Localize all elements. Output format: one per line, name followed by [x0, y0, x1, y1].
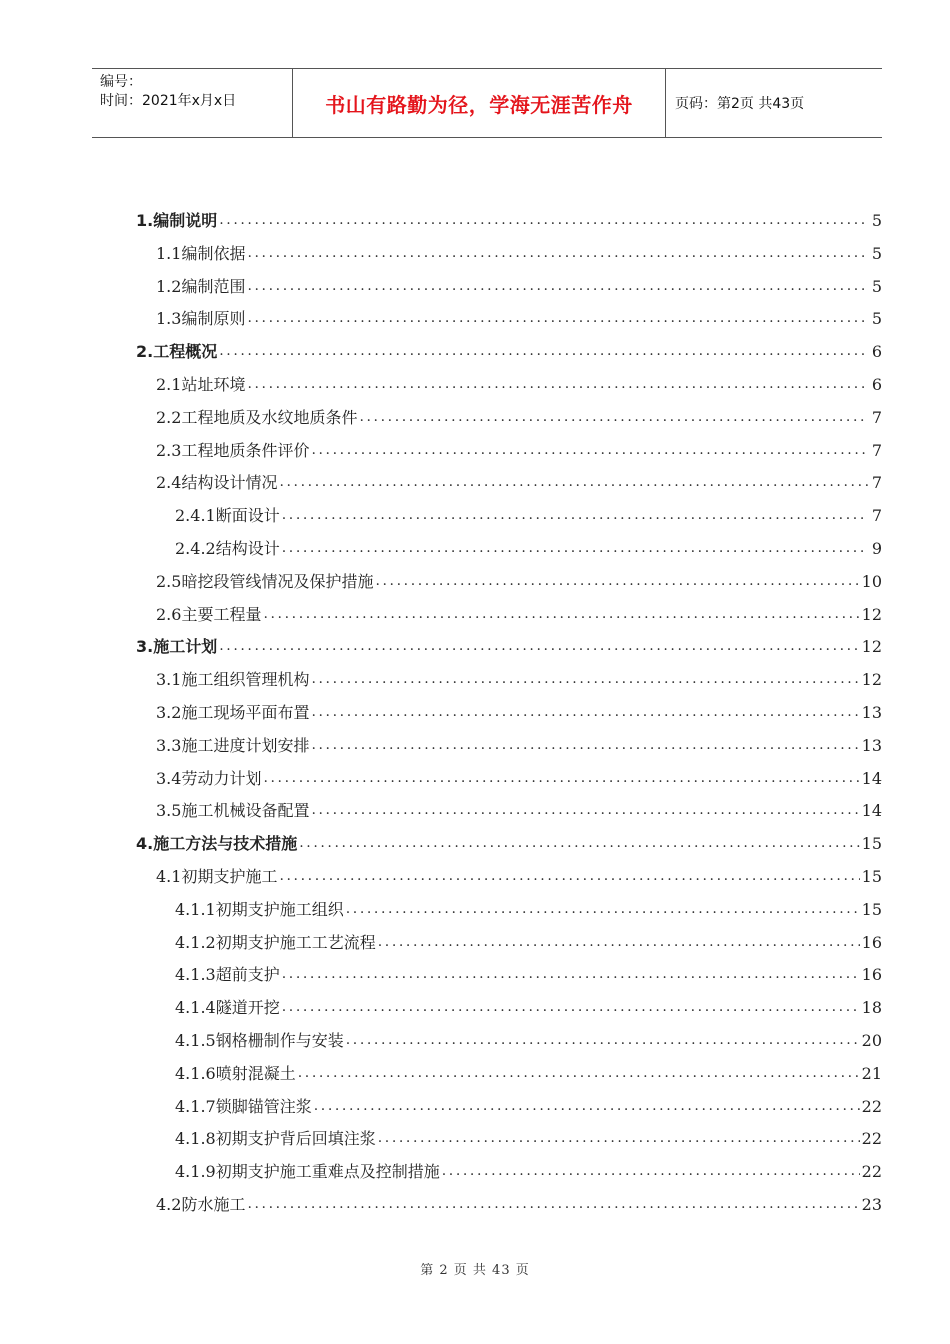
toc-entry-title: 3.1施工组织管理机构 — [156, 670, 310, 690]
toc-entry[interactable] — [175, 887, 882, 920]
toc-leader-dots — [279, 472, 868, 492]
toc-entry-title: 1.1编制依据 — [156, 243, 246, 263]
toc-leader-dots — [263, 768, 859, 788]
toc-leader-dots — [263, 604, 859, 624]
toc-entry-page: 12 — [861, 670, 882, 690]
toc-entry-title: 2.6主要工程量 — [156, 604, 262, 624]
toc-entry[interactable] — [156, 428, 882, 461]
toc-entry-page: 21 — [861, 1063, 882, 1083]
toc-leader-dots — [311, 440, 868, 460]
toc-leader-dots — [247, 1194, 859, 1214]
toc-entry-title: 2.4.1断面设计 — [175, 506, 280, 526]
toc-entry-page: 22 — [861, 1162, 882, 1182]
toc-entry[interactable] — [136, 198, 882, 231]
toc-entry-page: 6 — [871, 375, 882, 394]
header-meta — [92, 69, 293, 137]
toc-entry-title: 1.3编制原则 — [156, 309, 246, 329]
document-header — [92, 68, 882, 138]
toc-entry-title: 4.1初期支护施工 — [156, 867, 278, 886]
toc-entry[interactable] — [156, 592, 882, 625]
toc-entry-title: 4.2防水施工 — [156, 1195, 246, 1214]
toc-leader-dots — [247, 374, 868, 394]
toc-entry[interactable] — [156, 296, 882, 329]
toc-entry-page: 9 — [871, 539, 882, 558]
toc-entry[interactable] — [156, 723, 882, 756]
toc-entry-page: 7 — [871, 506, 882, 526]
toc-leader-dots — [279, 866, 859, 886]
toc-leader-dots — [311, 702, 859, 722]
toc-entry-title: 1.2编制范围 — [156, 276, 246, 296]
toc-leader-dots — [298, 1063, 860, 1083]
toc-entry[interactable] — [175, 493, 882, 526]
toc-entry[interactable] — [156, 264, 882, 297]
toc-leader-dots — [282, 538, 868, 558]
toc-entry-title: 4.1.3超前支护 — [175, 965, 280, 985]
toc-leader-dots — [346, 1030, 860, 1050]
toc-entry[interactable] — [156, 657, 882, 690]
toc-entry-page: 5 — [871, 276, 882, 296]
toc-entry-title: 4.1.6喷射混凝土 — [175, 1063, 296, 1083]
toc-entry[interactable] — [175, 1084, 882, 1117]
toc-entry-title: 4.1.5钢格栅制作与安装 — [175, 1031, 344, 1050]
toc-entry[interactable] — [156, 231, 882, 264]
toc-entry[interactable] — [175, 1116, 882, 1149]
toc-entry[interactable] — [136, 329, 882, 362]
toc-leader-dots — [282, 997, 860, 1017]
toc-entry-title: 2.3工程地质条件评价 — [156, 440, 310, 460]
toc-entry-title: 3.5施工机械设备配置 — [156, 801, 310, 821]
toc-leader-dots — [359, 407, 868, 427]
toc-entry-page: 13 — [861, 703, 882, 722]
number-label: 编号： — [100, 74, 142, 90]
toc-entry[interactable] — [156, 854, 882, 887]
toc-entry-title: 3.4劳动力计划 — [156, 768, 262, 788]
page-footer: 第 2 页 共 43 页 — [420, 1263, 530, 1278]
toc-entry[interactable] — [175, 985, 882, 1018]
toc-leader-dots — [442, 1161, 860, 1181]
toc-entry[interactable] — [156, 690, 882, 723]
toc-leader-dots — [247, 276, 868, 296]
toc-entry[interactable] — [175, 920, 882, 953]
toc-leader-dots — [314, 1096, 860, 1116]
toc-leader-dots — [282, 505, 868, 525]
toc-entry[interactable] — [156, 460, 882, 493]
toc-entry-title: 2.工程概况 — [136, 342, 218, 362]
toc-entry-title: 4.1.8初期支护背后回填注浆 — [175, 1129, 376, 1149]
toc-leader-dots — [247, 243, 868, 263]
toc-entry-page: 23 — [861, 1195, 882, 1214]
toc-entry[interactable] — [156, 559, 882, 592]
toc-entry-title: 4.1.2初期支护施工工艺流程 — [175, 932, 376, 952]
toc-entry-page: 22 — [861, 1096, 882, 1116]
toc-entry-page: 16 — [861, 932, 882, 952]
toc-leader-dots — [311, 669, 859, 689]
toc-entry-title: 4.1.4隧道开挖 — [175, 998, 280, 1018]
toc-entry-title: 4.1.9初期支护施工重难点及控制措施 — [175, 1162, 440, 1182]
toc-entry-page: 6 — [871, 342, 882, 362]
toc-entry-title: 4.1.7锁脚锚管注浆 — [175, 1096, 312, 1116]
toc-leader-dots — [219, 210, 868, 230]
toc-entry-title: 3.施工计划 — [136, 637, 218, 657]
toc-leader-dots — [311, 735, 859, 755]
toc-entry-page: 10 — [861, 571, 882, 591]
toc-entry-page: 7 — [871, 440, 882, 460]
toc-entry-title: 2.2工程地质及水纹地质条件 — [156, 407, 358, 427]
toc-entry-page: 5 — [871, 211, 882, 230]
toc-entry-page: 5 — [871, 309, 882, 329]
toc-entry-title: 4.施工方法与技术措施 — [136, 834, 298, 854]
toc-entry-page: 15 — [861, 899, 882, 919]
toc-entry-title: 3.3施工进度计划安排 — [156, 735, 310, 755]
toc-entry-page: 22 — [861, 1129, 882, 1149]
toc-entry-title: 2.4.2结构设计 — [175, 539, 280, 558]
toc-entry-page: 14 — [861, 768, 882, 788]
toc-leader-dots — [346, 899, 860, 919]
toc-entry-title: 4.1.1初期支护施工组织 — [175, 899, 344, 919]
toc-leader-dots — [219, 341, 868, 361]
toc-entry-page: 7 — [871, 407, 882, 427]
toc-leader-dots — [299, 833, 859, 853]
toc-entry-page: 15 — [861, 867, 882, 886]
toc-entry-title: 2.5暗挖段管线情况及保护措施 — [156, 571, 374, 591]
toc-entry-page: 15 — [861, 834, 882, 854]
toc-entry[interactable] — [136, 821, 882, 854]
toc-entry[interactable] — [156, 1182, 882, 1215]
toc-entry[interactable] — [175, 952, 882, 985]
header-motto: 书山有路勤为径，学海无涯苦作舟 — [293, 69, 666, 137]
toc-entry[interactable] — [175, 1018, 882, 1051]
toc-leader-dots — [311, 800, 859, 820]
toc-entry[interactable] — [136, 624, 882, 657]
time-label: 时间：2021年x月x日 — [100, 93, 237, 109]
toc-entry-page: 12 — [861, 637, 882, 657]
toc-leader-dots — [282, 964, 860, 984]
toc-entry-page: 18 — [861, 998, 882, 1018]
toc-leader-dots — [219, 636, 859, 656]
toc-entry-title: 1.编制说明 — [136, 211, 218, 230]
toc-entry-page: 14 — [861, 801, 882, 821]
toc-entry[interactable] — [175, 526, 882, 559]
toc-entry-title: 2.1站址环境 — [156, 375, 246, 394]
toc-entry[interactable] — [156, 788, 882, 821]
toc-leader-dots — [378, 1128, 860, 1148]
toc-entry[interactable] — [175, 1149, 882, 1182]
toc-entry[interactable] — [175, 1051, 882, 1084]
toc-entry-title: 2.4结构设计情况 — [156, 473, 278, 493]
toc-entry[interactable] — [156, 395, 882, 428]
toc-entry-page: 20 — [861, 1031, 882, 1050]
toc-entry[interactable] — [156, 362, 882, 395]
toc-entry-page: 7 — [871, 473, 882, 493]
toc-entry-page: 16 — [861, 965, 882, 985]
header-page-info: 页码：第2页 共43页 — [675, 96, 805, 112]
toc-entry[interactable] — [156, 756, 882, 789]
toc-leader-dots — [375, 571, 859, 591]
toc-leader-dots — [247, 308, 868, 328]
toc-entry-page: 5 — [871, 243, 882, 263]
toc-entry-page: 12 — [861, 604, 882, 624]
toc-entry-title: 3.2施工现场平面布置 — [156, 703, 310, 722]
toc-entry-page: 13 — [861, 735, 882, 755]
toc-leader-dots — [378, 932, 860, 952]
